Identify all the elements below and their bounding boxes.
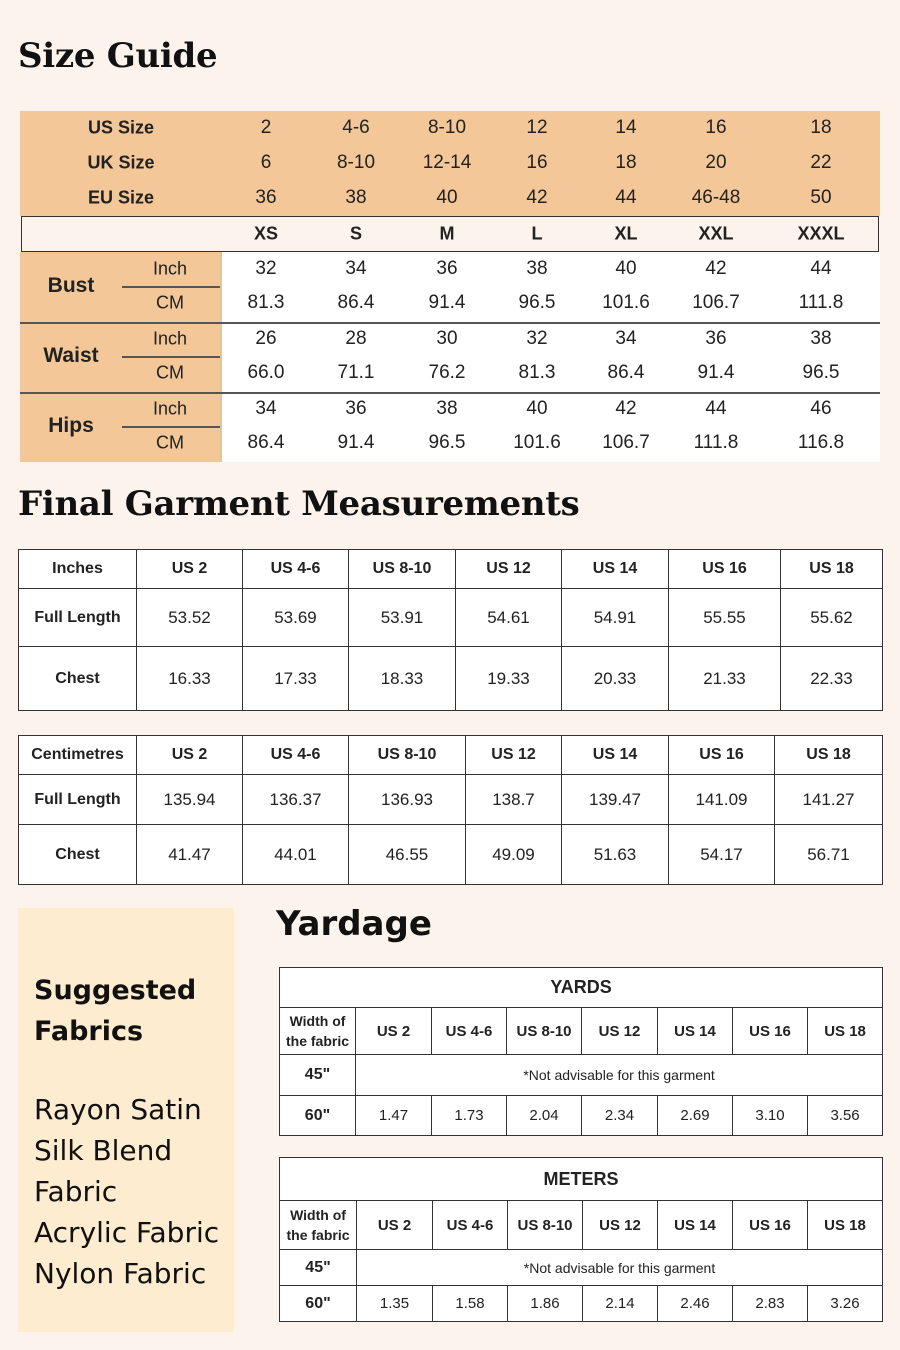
size-value: 50 bbox=[810, 187, 832, 208]
yardage-title: Yardage bbox=[276, 904, 432, 944]
not-advisable-note: *Not advisable for this garment bbox=[357, 1250, 883, 1286]
table-cell: 17.33 bbox=[243, 647, 349, 711]
letter-size: XL bbox=[614, 223, 638, 244]
column-header: US 16 bbox=[669, 550, 781, 589]
measurement-cm: 96.5 bbox=[428, 432, 466, 453]
width-of-fabric-label: Width of the fabric bbox=[280, 1008, 356, 1055]
measurement-inch: 30 bbox=[436, 328, 458, 349]
column-header: US 8-10 bbox=[349, 550, 456, 589]
size-value: 4-6 bbox=[342, 117, 370, 138]
size-value: 18 bbox=[810, 117, 832, 138]
table-cell: 3.10 bbox=[733, 1096, 808, 1136]
size-value: 44 bbox=[615, 187, 637, 208]
size-value: 38 bbox=[345, 187, 367, 208]
column-header: US 4-6 bbox=[432, 1008, 507, 1055]
size-system-label: US Size bbox=[87, 117, 155, 138]
column-header: Inches bbox=[19, 550, 137, 589]
measurement-inch: 32 bbox=[255, 258, 277, 279]
garment-measurements-title: Final Garment Measurements bbox=[18, 484, 580, 524]
row-label: 45" bbox=[280, 1250, 357, 1286]
measurement-inch: 32 bbox=[526, 328, 548, 349]
table-cell: 135.94 bbox=[137, 775, 243, 825]
size-value: 46-48 bbox=[691, 187, 741, 208]
measurement-cm: 86.4 bbox=[337, 292, 375, 313]
column-header: US 12 bbox=[582, 1008, 658, 1055]
measurement-cm: 106.7 bbox=[692, 292, 740, 313]
measurement-inch: 38 bbox=[526, 258, 548, 279]
size-value: 14 bbox=[615, 117, 637, 138]
table-cell: 1.47 bbox=[356, 1096, 432, 1136]
table-cell: 138.7 bbox=[466, 775, 562, 825]
letter-size: M bbox=[439, 223, 455, 244]
table-cell: 51.63 bbox=[562, 825, 669, 885]
measurement-inch: 38 bbox=[436, 398, 458, 419]
table-cell: 55.55 bbox=[669, 589, 781, 647]
size-value: 42 bbox=[526, 187, 548, 208]
unit-cm-label: CM bbox=[156, 292, 184, 313]
measurement-cm: 91.4 bbox=[697, 362, 735, 383]
not-advisable-note: *Not advisable for this garment bbox=[356, 1055, 883, 1096]
meters-caption: METERS bbox=[280, 1158, 883, 1201]
table-cell: 41.47 bbox=[137, 825, 243, 885]
table-cell: 54.17 bbox=[669, 825, 775, 885]
table-cell: 19.33 bbox=[456, 647, 562, 711]
garment-cm-table bbox=[18, 735, 883, 885]
column-header: US 16 bbox=[733, 1201, 808, 1250]
letter-size: S bbox=[349, 223, 363, 244]
column-header: US 18 bbox=[808, 1201, 883, 1250]
row-label: 45" bbox=[280, 1055, 356, 1096]
measurement-cm: 111.8 bbox=[693, 432, 739, 453]
measurement-cm: 86.4 bbox=[607, 362, 645, 383]
table-cell: 2.83 bbox=[733, 1286, 808, 1322]
table-cell: 1.86 bbox=[508, 1286, 583, 1322]
column-header: US 12 bbox=[456, 550, 562, 589]
measurement-inch: 44 bbox=[810, 258, 832, 279]
size-value: 36 bbox=[255, 187, 277, 208]
measurement-inch: 42 bbox=[615, 398, 637, 419]
measurement-inch: 34 bbox=[615, 328, 637, 349]
measurement-cm: 111.8 bbox=[798, 292, 844, 313]
table-cell: 141.09 bbox=[669, 775, 775, 825]
column-header: US 14 bbox=[658, 1201, 733, 1250]
measurement-cm: 116.8 bbox=[797, 432, 845, 453]
measurement-cm: 96.5 bbox=[802, 362, 840, 383]
table-cell: 21.33 bbox=[669, 647, 781, 711]
fabric-item: Acrylic Fabric bbox=[34, 1216, 220, 1249]
column-header: Centimetres bbox=[19, 736, 137, 775]
table-cell: 54.61 bbox=[456, 589, 562, 647]
size-value: 6 bbox=[260, 152, 272, 173]
table-cell: 2.46 bbox=[658, 1286, 733, 1322]
letter-size: L bbox=[531, 223, 543, 244]
measurement-cm: 106.7 bbox=[602, 432, 650, 453]
size-value: 8-10 bbox=[336, 152, 376, 173]
table-cell: 136.37 bbox=[243, 775, 349, 825]
measurement-inch: 38 bbox=[810, 328, 832, 349]
column-header: US 4-6 bbox=[243, 550, 349, 589]
measurement-inch: 44 bbox=[705, 398, 727, 419]
table-cell: 53.69 bbox=[243, 589, 349, 647]
table-cell: 46.55 bbox=[349, 825, 466, 885]
table-cell: 1.58 bbox=[433, 1286, 508, 1322]
measurement-cm: 86.4 bbox=[247, 432, 285, 453]
measurement-inch: 34 bbox=[255, 398, 277, 419]
measurement-group-label: Bust bbox=[47, 274, 95, 297]
row-label: 60" bbox=[280, 1286, 357, 1322]
table-cell: 53.91 bbox=[349, 589, 456, 647]
column-header: US 4-6 bbox=[433, 1201, 508, 1250]
table-cell: 1.73 bbox=[432, 1096, 507, 1136]
yards-table bbox=[279, 967, 883, 1136]
fabric-item: Fabric bbox=[34, 1175, 118, 1208]
size-system-label: EU Size bbox=[87, 187, 155, 208]
fabric-item: Silk Blend bbox=[34, 1134, 173, 1167]
measurement-cm: 96.5 bbox=[518, 292, 556, 313]
measurement-cm: 91.4 bbox=[337, 432, 375, 453]
size-value: 16 bbox=[526, 152, 548, 173]
unit-inch-label: Inch bbox=[152, 398, 188, 419]
table-cell: 3.26 bbox=[808, 1286, 883, 1322]
measurement-cm: 76.2 bbox=[428, 362, 466, 383]
table-cell: 18.33 bbox=[349, 647, 456, 711]
column-header: US 18 bbox=[808, 1008, 883, 1055]
table-cell: 49.09 bbox=[466, 825, 562, 885]
measurement-cm: 91.4 bbox=[428, 292, 466, 313]
measurement-cm: 66.0 bbox=[247, 362, 285, 383]
measurement-inch: 42 bbox=[705, 258, 727, 279]
table-cell: 2.34 bbox=[582, 1096, 658, 1136]
measurement-group-label: Waist bbox=[43, 344, 99, 367]
unit-inch-label: Inch bbox=[152, 258, 188, 279]
column-header: US 8-10 bbox=[507, 1008, 582, 1055]
measurement-cm: 101.6 bbox=[513, 432, 561, 453]
size-value: 8-10 bbox=[427, 117, 467, 138]
table-cell: 2.04 bbox=[507, 1096, 582, 1136]
table-cell: 44.01 bbox=[243, 825, 349, 885]
column-header: US 16 bbox=[669, 736, 775, 775]
size-value: 2 bbox=[260, 117, 272, 138]
measurement-inch: 28 bbox=[345, 328, 367, 349]
table-cell: 141.27 bbox=[775, 775, 883, 825]
column-header: US 14 bbox=[658, 1008, 733, 1055]
unit-cm-label: CM bbox=[156, 362, 184, 383]
table-cell: 2.69 bbox=[658, 1096, 733, 1136]
table-cell: 53.52 bbox=[137, 589, 243, 647]
column-header: US 2 bbox=[356, 1008, 432, 1055]
size-value: 12-14 bbox=[422, 152, 472, 173]
row-label: Full Length bbox=[19, 775, 137, 825]
letter-size: XXL bbox=[698, 223, 734, 244]
measurement-cm: 71.1 bbox=[337, 362, 375, 383]
size-value: 18 bbox=[615, 152, 637, 173]
column-header: US 12 bbox=[583, 1201, 658, 1250]
column-header: US 18 bbox=[775, 736, 883, 775]
yards-caption: YARDS bbox=[280, 968, 883, 1008]
table-cell: 54.91 bbox=[562, 589, 669, 647]
measurement-inch: 34 bbox=[345, 258, 367, 279]
table-cell: 20.33 bbox=[562, 647, 669, 711]
size-guide-title: Size Guide bbox=[18, 36, 218, 76]
measurement-inch: 40 bbox=[526, 398, 548, 419]
column-header: US 8-10 bbox=[349, 736, 466, 775]
column-header: US 14 bbox=[562, 736, 669, 775]
garment-inches-table bbox=[18, 549, 883, 711]
measurement-cm: 81.3 bbox=[247, 292, 285, 313]
table-cell: 1.35 bbox=[357, 1286, 433, 1322]
table-cell: 2.14 bbox=[583, 1286, 658, 1322]
size-value: 16 bbox=[705, 117, 727, 138]
measurement-group-label: Hips bbox=[48, 414, 94, 437]
measurement-inch: 40 bbox=[615, 258, 637, 279]
column-header: US 8-10 bbox=[508, 1201, 583, 1250]
table-cell: 56.71 bbox=[775, 825, 883, 885]
table-cell: 22.33 bbox=[781, 647, 883, 711]
measurement-cm: 81.3 bbox=[518, 362, 556, 383]
measurement-inch: 26 bbox=[255, 328, 277, 349]
measurement-cm: 101.6 bbox=[602, 292, 650, 313]
table-cell: 16.33 bbox=[137, 647, 243, 711]
width-of-fabric-label: Width of the fabric bbox=[280, 1201, 357, 1250]
letter-size: XS bbox=[253, 223, 279, 244]
measurement-inch: 46 bbox=[810, 398, 832, 419]
column-header: US 2 bbox=[137, 736, 243, 775]
table-cell: 136.93 bbox=[349, 775, 466, 825]
column-header: US 2 bbox=[357, 1201, 433, 1250]
column-header: US 2 bbox=[137, 550, 243, 589]
measurement-inch: 36 bbox=[436, 258, 458, 279]
table-cell: 55.62 bbox=[781, 589, 883, 647]
letter-size: XXXL bbox=[797, 223, 845, 244]
suggested-fabrics-title: Suggested Fabrics bbox=[34, 975, 197, 1047]
table-cell: 3.56 bbox=[808, 1096, 883, 1136]
table-cell: 139.47 bbox=[562, 775, 669, 825]
row-label: 60" bbox=[280, 1096, 356, 1136]
measurement-inch: 36 bbox=[705, 328, 727, 349]
row-label: Chest bbox=[19, 647, 137, 711]
column-header: US 18 bbox=[781, 550, 883, 589]
size-value: 20 bbox=[705, 152, 727, 173]
size-system-label: UK Size bbox=[87, 152, 155, 173]
row-label: Chest bbox=[19, 825, 137, 885]
size-value: 12 bbox=[526, 117, 548, 138]
size-value: 22 bbox=[810, 152, 832, 173]
column-header: US 12 bbox=[466, 736, 562, 775]
meters-table bbox=[279, 1157, 883, 1322]
measurement-inch: 36 bbox=[345, 398, 367, 419]
fabric-item: Nylon Fabric bbox=[34, 1257, 207, 1290]
column-header: US 16 bbox=[733, 1008, 808, 1055]
column-header: US 4-6 bbox=[243, 736, 349, 775]
column-header: US 14 bbox=[562, 550, 669, 589]
size-value: 40 bbox=[436, 187, 458, 208]
fabric-item: Rayon Satin bbox=[34, 1093, 202, 1126]
unit-inch-label: Inch bbox=[152, 328, 188, 349]
unit-cm-label: CM bbox=[156, 432, 184, 453]
row-label: Full Length bbox=[19, 589, 137, 647]
